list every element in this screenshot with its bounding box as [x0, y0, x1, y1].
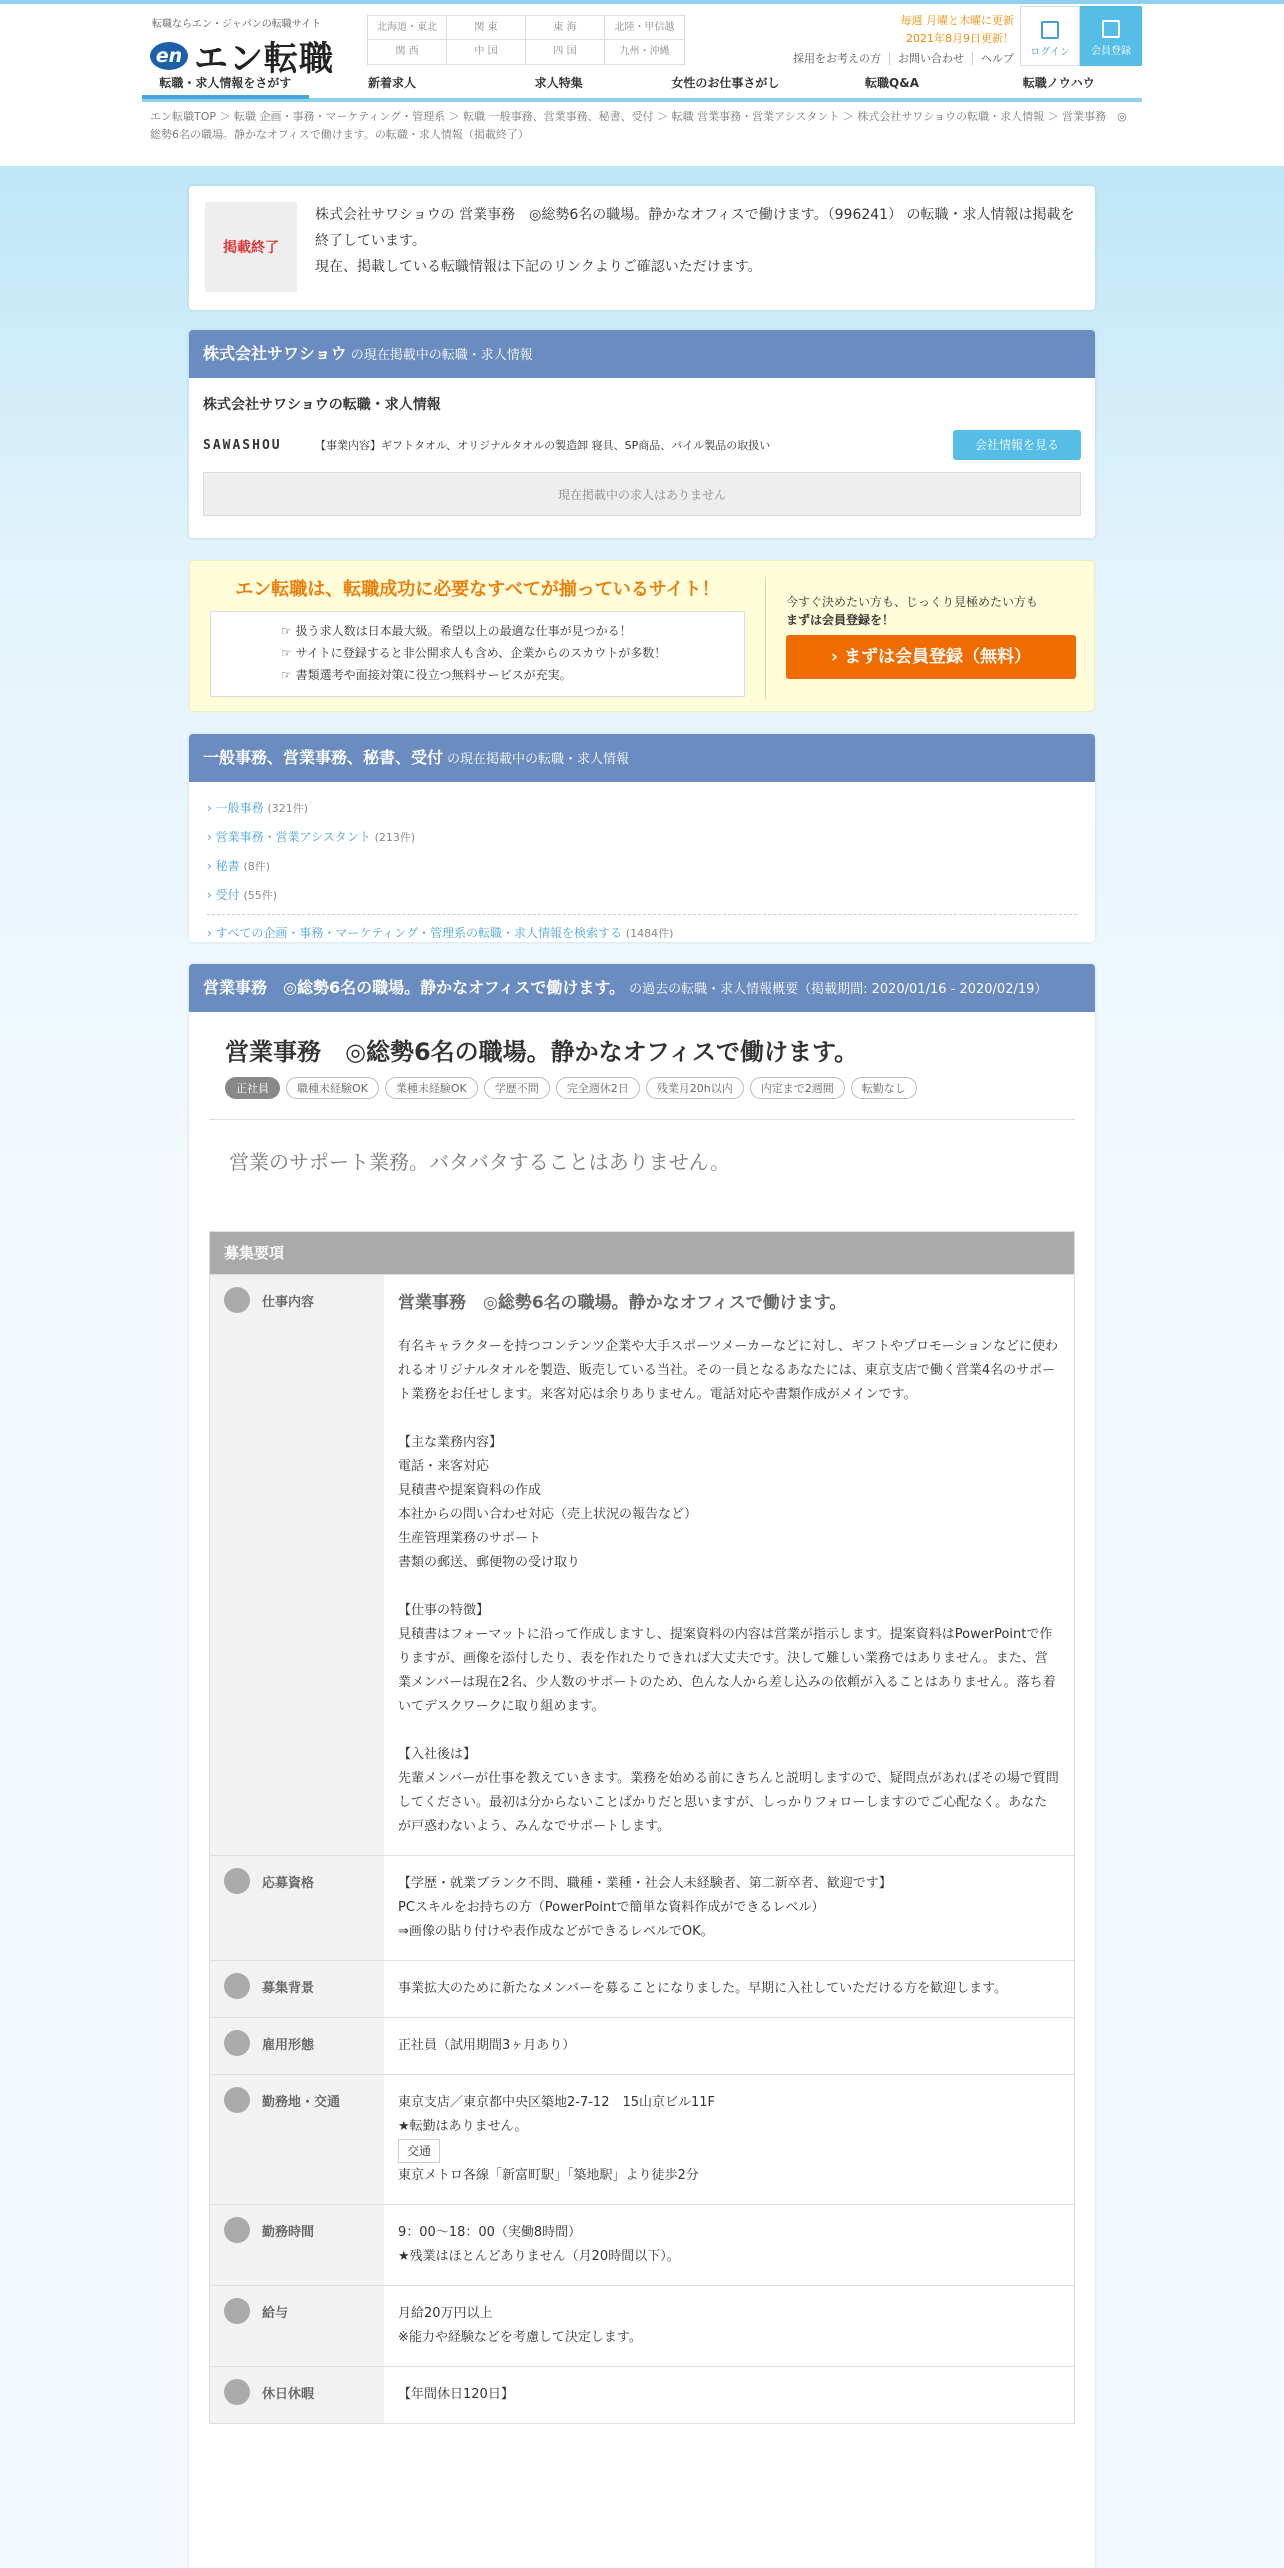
register-label: 会員登録 [1091, 46, 1131, 57]
category-head-suffix: の現在掲載中の転職・求人情報 [447, 752, 630, 767]
company-business: 【事業内容】ギフトタオル、オリジナルタオルの製造卸 寝具、SP商品、パイル製品の取扱い [315, 439, 771, 452]
region-link[interactable]: 北海道・東北 [368, 16, 447, 40]
update-schedule: 毎週 月曜と木曜に更新 [900, 14, 1014, 27]
person-icon [224, 2030, 250, 2056]
nav-qa[interactable]: 転職Q&A [865, 75, 919, 90]
ended-line1: 株式会社サワショウの 営業事務 ◎総勢6名の職場。静かなオフィスで働けます。（996241） の転職・求人情報は掲載を終了しています。 [315, 207, 1075, 249]
req-text: 有名キャラクターを持つコンテンツ企業や大手スポーツメーカーなどに対し、ギフトやプロモーションなどに使われるオリジナルタオルを製造、販売している当社。その一員となるあなたには、東京支店で働く営業4名のサポート業務をお任せします。来客対応は余りありません。電話対応や書類作成がメインです。 【主な業務内容】 電話・来客対応 見積書や提案資料の作成 本社からの問い合わせ対応（売上状況の報告など） 生産管理業務のサポート 書類の郵送、郵便物の受け取り 【仕事の特徴】 見積書はフォーマットに沿って作成しますし、提案資料の内容は営業が指示します。提案資料はPowerPointで作りますが、画像を添付したり、表を作れたりできれば大丈夫です。決して難しい業務ではありません。また、営業メンバーは現在2名、少人数のサポートのため、色んな人から差し込みの依頼が入ることはありません。落ち着いてデスクワークに取り組めます。 【入社後は】 先輩メンバーが仕事を教えていきます。業務を始める前にきちんと説明しますので、疑問点があればその場で質問してください。最初は分からないことばかりだと思いますが、しっかりフォローしますのでご心配なく。あなたが戸惑わないよう、みんなでサポートします。 [398, 1339, 1059, 1834]
region-link[interactable]: 関 東 [447, 16, 526, 40]
category-count: (213件) [374, 831, 416, 844]
category-label[interactable]: 秘書 [215, 859, 240, 873]
promo-item: ☞ サイトに登録すると非公開求人も含め、企業からのスカウトが多数！ [281, 642, 744, 664]
req-label: 募集背景 [262, 1981, 315, 1996]
tag: 業種未経験OK [385, 1077, 478, 1099]
req-row-qualification [210, 1855, 1074, 1960]
promo-divider [765, 577, 766, 699]
tag: 転勤なし [851, 1077, 917, 1099]
req-text: 9：00～18：00（実働8時間） ★残業はほとんどありません（月20時間以下）。 [398, 2225, 680, 2264]
nav-features[interactable]: 求人特集 [534, 75, 583, 90]
header [142, 4, 1142, 79]
region-link[interactable]: 北陸・甲信越 [605, 16, 684, 40]
company-info-button[interactable]: 会社情報を見る [953, 430, 1081, 460]
category-name: 一般事務、営業事務、秘書、受付 [203, 748, 444, 767]
req-text: 正社員（試用期間3ヶ月あり） [398, 2038, 576, 2053]
requirements-table [209, 1231, 1075, 2424]
company-head-suffix: の現在掲載中の転職・求人情報 [350, 348, 533, 363]
job-panel [189, 964, 1095, 2568]
register-cta-button[interactable]: › まずは会員登録（無料） [786, 635, 1076, 679]
company-logo: SAWASHOU [203, 437, 282, 453]
login-label: ログイン [1030, 47, 1070, 58]
breadcrumb[interactable]: エン転職TOP ＞ 転職 企画・事務・マーケティング・管理系 ＞ 転職 一般事務、営業事務、秘書、受付 ＞ 転職 営業事務・営業アシスタント ＞ 株式会社サワショウの転職・求人情報 ＞ 営業事務 ◎総勢6名の職場。静かなオフィスで働けます。の転職・求人情報（掲載終了） [150, 110, 1127, 141]
tag: 完全週休2日 [556, 1077, 640, 1099]
category-link[interactable] [207, 794, 1077, 823]
region-link[interactable]: 四 国 [526, 40, 605, 64]
register-button[interactable] [1080, 6, 1142, 66]
job-lead: 営業のサポート業務。バタバタすることはありません。 [209, 1119, 1075, 1201]
train-icon-label: 交通 [398, 2139, 440, 2163]
region-link[interactable]: 関 西 [368, 40, 447, 64]
main-content [189, 186, 1095, 2568]
ended-message [315, 202, 1075, 294]
req-row-work [210, 1274, 1074, 1855]
login-icon [1041, 21, 1059, 39]
job-head-title: 営業事務 ◎総勢6名の職場。静かなオフィスで働けます。 [203, 978, 626, 997]
req-row-employment [210, 2017, 1074, 2074]
ended-badge: 掲載終了 [205, 202, 297, 292]
global-nav [142, 66, 1142, 102]
job-head-suffix: の過去の転職・求人情報概要（掲載期間: 2020/01/16 - 2020/02/19） [629, 982, 1048, 997]
ended-notice [189, 186, 1095, 310]
clock-icon [224, 2217, 250, 2243]
logo-text: エン転職 [194, 39, 334, 79]
map-pin-icon [224, 2087, 250, 2113]
req-text: 【年間休日120日】 [398, 2387, 514, 2402]
promo-cta-line1: 今すぐ決めたい方も、じっくり見極めたい方も [786, 595, 1039, 609]
job-tags [209, 1077, 989, 1099]
category-panel [189, 734, 1095, 942]
req-row-hours [210, 2204, 1074, 2285]
category-count: (8件) [243, 860, 271, 873]
req-row-salary [210, 2285, 1074, 2366]
company-jobs-title: 株式会社サワショウの転職・求人情報 [203, 397, 441, 413]
region-selector [367, 15, 685, 65]
tag: 学歴不問 [484, 1077, 550, 1099]
req-label: 応募資格 [262, 1876, 315, 1891]
req-text: 事業拡大のために新たなメンバーを募ることになりました。早期に入社していただける方を歓迎します。 [398, 1981, 1008, 1996]
update-info [901, 12, 1015, 48]
req-label: 仕事内容 [262, 1295, 315, 1310]
header-links [777, 50, 1014, 66]
tag: 職種未経験OK [286, 1077, 379, 1099]
req-text: 東京支店／東京都中央区築地2-7-12 15山京ビル11F ★転勤はありません。 [398, 2095, 716, 2134]
refresh-icon [224, 1973, 250, 1999]
req-text: 【学歴・就業ブランク不問、職種・業種・社会人未経験者、第二新卒者、歓迎です】 PCスキルをお持ちの方（PowerPointで簡単な資料作成ができるレベル） ⇒画像の貼り付けや表作成などができるレベルでOK。 [398, 1876, 892, 1939]
calendar-icon [224, 2379, 250, 2405]
no-posts-message: 現在掲載中の求人はありません [203, 472, 1081, 516]
contact-link[interactable]: お問い合わせ [889, 52, 964, 65]
ended-line2: 現在、掲載している転職情報は下記のリンクよりご確認いただけます。 [315, 259, 762, 275]
category-label[interactable]: 受付 [215, 888, 240, 902]
en-logo-icon: en [150, 42, 188, 70]
promo-item: ☞ 書類選考や面接対策に役立つ無料サービスが充実。 [281, 664, 744, 686]
category-link[interactable] [207, 823, 1077, 852]
tag: 残業月20h以内 [646, 1077, 744, 1099]
req-row-background [210, 1960, 1074, 2017]
region-link[interactable]: 東 海 [526, 16, 605, 40]
req-subtitle: 営業事務 ◎総勢6名の職場。静かなオフィスで働けます。 [398, 1293, 847, 1313]
nav-women[interactable]: 女性のお仕事さがし [671, 75, 780, 90]
yen-icon [224, 2298, 250, 2324]
category-link[interactable] [207, 852, 1077, 881]
promo-title: エン転職は、転職成功に必要なすべてが揃っているサイト！ [235, 579, 720, 600]
tag: 内定まで2週間 [750, 1077, 845, 1099]
req-label: 勤務地・交通 [262, 2095, 341, 2110]
req-label: 休日休暇 [262, 2387, 315, 2402]
nav-new-jobs[interactable]: 新着求人 [368, 75, 417, 90]
help-link[interactable]: ヘルプ [972, 52, 1014, 65]
req-label: 雇用形態 [262, 2038, 315, 2053]
category-panel-head [189, 734, 1095, 782]
promo-list [210, 611, 745, 697]
requirements-head: 募集要項 [210, 1232, 1074, 1274]
req-text: 東京メトロ各線「新富町駅」「築地駅」より徒歩2分 [398, 2168, 699, 2183]
employer-link[interactable]: 採用をお考えの方 [793, 52, 881, 65]
divider [207, 914, 1077, 915]
all-category-link[interactable] [207, 919, 1077, 948]
all-category-count: (1484件) [625, 927, 674, 940]
req-row-location [210, 2074, 1074, 2204]
promo-item: ☞ 扱う求人数は日本最大級。希望以上の最適な仕事が見つかる！ [281, 620, 744, 642]
region-link[interactable]: 九州・沖縄 [619, 46, 670, 57]
job-title: 営業事務 ◎総勢6名の職場。静かなオフィスで働けます。 [225, 1038, 859, 1066]
company-panel [189, 330, 1095, 538]
pencil-icon [1102, 20, 1120, 38]
tagline: 転職ならエン・ジャパンの転職サイト [152, 19, 322, 30]
company-panel-head [189, 330, 1095, 378]
nav-knowhow[interactable]: 転職ノウハウ [1022, 75, 1095, 90]
category-link[interactable] [207, 881, 1077, 910]
category-count: (55件) [243, 889, 278, 902]
company-name: 株式会社サワショウ [203, 344, 347, 363]
req-text: 月給20万円以上 ※能力や経験などを考慮して決定します。 [398, 2306, 642, 2345]
req-row-holidays [210, 2366, 1074, 2423]
all-category-label[interactable]: すべての企画・事務・マーケティング・管理系の転職・求人情報を検索する [215, 926, 622, 940]
login-button[interactable] [1020, 6, 1080, 66]
category-count: (321件) [267, 802, 309, 815]
promo-cta-text [786, 593, 1038, 629]
category-label[interactable]: 営業事務・営業アシスタント [215, 830, 371, 844]
req-label: 勤務時間 [262, 2225, 315, 2240]
nav-search-jobs[interactable]: 転職・求人情報をさがす [142, 74, 309, 99]
briefcase-icon [224, 1287, 250, 1313]
category-label[interactable]: 一般事務 [215, 801, 264, 815]
tag-employment: 正社員 [225, 1077, 280, 1099]
promo-banner [189, 560, 1095, 712]
job-panel-head [189, 964, 1095, 1012]
req-label: 給与 [262, 2306, 289, 2321]
update-date: 2021年8月9日更新！ [906, 32, 1014, 45]
promo-cta-line2: まずは会員登録を！ [786, 613, 895, 627]
region-link[interactable]: 中 国 [447, 40, 526, 64]
bookmark-icon [224, 1868, 250, 1894]
